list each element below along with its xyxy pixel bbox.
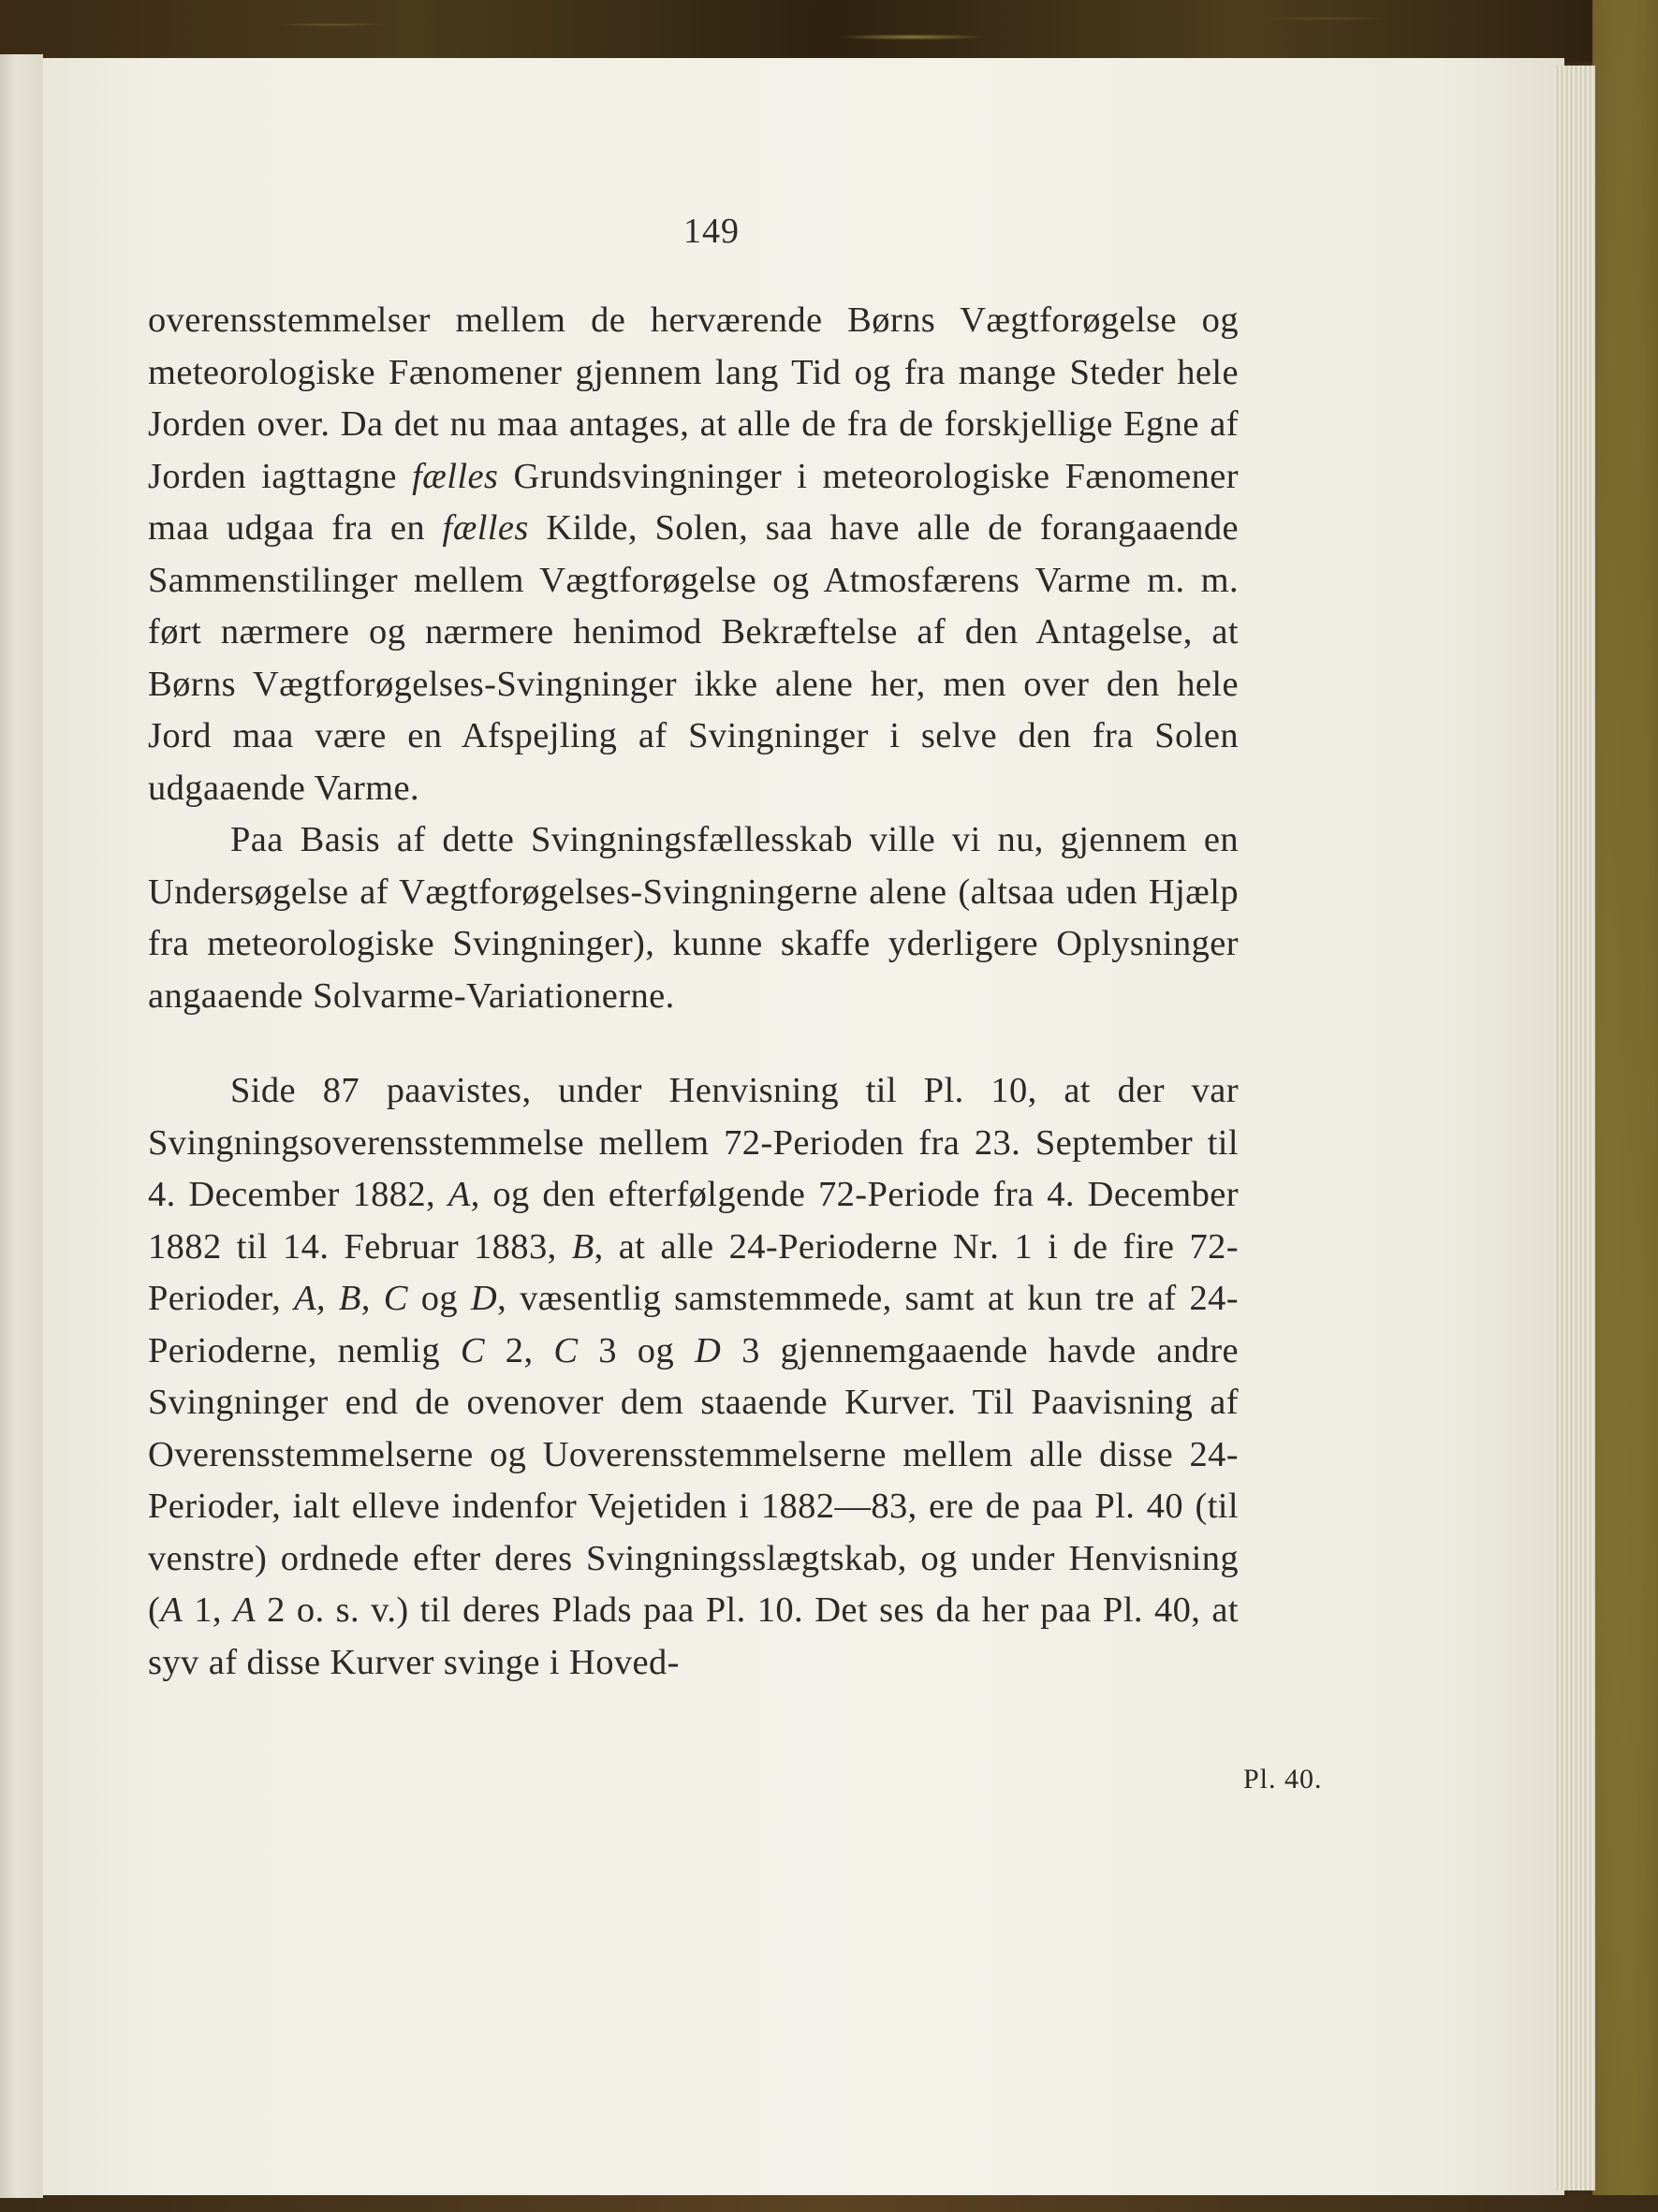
text-run: Side 87 paavistes, under Henvisning til Pl. 10, at der var Svingningsoverensstemmelse mellem 72-Perioden fra 23. September til 4. December 1882,	[148, 1071, 1239, 1214]
body-text	[148, 295, 1239, 1689]
page-stack-edge	[1554, 66, 1595, 2190]
book-binding-bottom	[0, 2195, 1658, 2212]
text-run: Grundsvingninger i meteorologiske Fænomener maa udgaa fra en	[148, 456, 1239, 548]
italic-text: fælles	[412, 456, 499, 496]
paragraph	[148, 1065, 1239, 1689]
italic-text: D	[470, 1279, 498, 1318]
text-run: , og den efterfølgende 72-Periode fra 4. December 1882 til 14. Februar 1883,	[148, 1175, 1239, 1267]
italic-text: C	[460, 1330, 485, 1370]
italic-text: A	[448, 1175, 471, 1214]
text-run: Paa Basis af dette Svingningsfællesskab ville vi nu, gjennem en Undersøgelse af Vægtforøgelses-Svingningerne alene (altsaa uden Hjælp fra meteorologiske Svingninger), kunne skaffe yderligere Oplysninger angaaende Solvarme-Variationerne.	[148, 820, 1239, 1016]
book-binding-top	[0, 0, 1658, 62]
italic-text: A	[233, 1590, 256, 1630]
italic-text: C	[553, 1330, 579, 1370]
text-run: og	[407, 1279, 471, 1318]
text-run: , at alle 24-Perioderne Nr. 1 i de fire 72-Perioder,	[148, 1226, 1239, 1318]
book-binding-right	[1592, 0, 1658, 2212]
text-run: , væsentlig samstemmede, samt at kun tre af 24-Perioderne, nemlig	[148, 1279, 1240, 1370]
italic-text: D	[694, 1330, 722, 1370]
left-page-edge	[0, 54, 43, 2198]
text-run: 1,	[183, 1590, 234, 1630]
italic-text: B	[571, 1226, 594, 1267]
text-run: 3 gjennemgaaende havde andre Svingninger end de ovenover dem staaende Kurver. Til Paavisning af Overensstemmelserne og Uoverensstemmelserne mellem alle disse 24-Perioder, ialt elleve indenfor Vejetiden i 1882—83, ere de paa Pl. 40 (til venstre) ordnede efter deres Svingningsslægtskab, og under Henvisning (	[148, 1330, 1239, 1630]
text-run: Kilde, Solen, saa have alle de forangaaende Sammenstilinger mellem Vægtforøgelse og Atmosfærens Varme m. m. ført nærmere og nærmere henimod Bekræftelse af den Antagelse, at Børns Vægtforøgelses-Svingninger ikke alene her, men over den hele Jord maa være en Afspejling af Svingninger i selve den fra Solen udgaaende Varme.	[148, 508, 1240, 808]
text-run: 2 o. s. v.) til deres Plads paa Pl. 10. Det ses da her paa Pl. 40, at syv af disse Kurver svinge i Hoved-	[148, 1590, 1239, 1682]
margin-plate-reference: Pl. 40.	[1243, 1764, 1323, 1795]
italic-text: fælles	[442, 508, 529, 548]
italic-text: A	[160, 1590, 183, 1630]
text-run: 3 og	[578, 1330, 695, 1370]
text-run: 2,	[484, 1330, 554, 1370]
italic-text: A, B, C	[294, 1279, 408, 1318]
paragraph	[148, 295, 1239, 814]
paragraph	[148, 814, 1239, 1022]
page-number: 149	[683, 212, 740, 251]
text-run: overensstemmelser mellem de herværende Børns Vægtforøgelse og meteorologiske Fænomener gjennem lang Tid og fra mange Steder hele Jorden over. Da det nu maa antages, at alle de fra de forskjellige Egne af Jorden iagttagne	[148, 300, 1239, 496]
